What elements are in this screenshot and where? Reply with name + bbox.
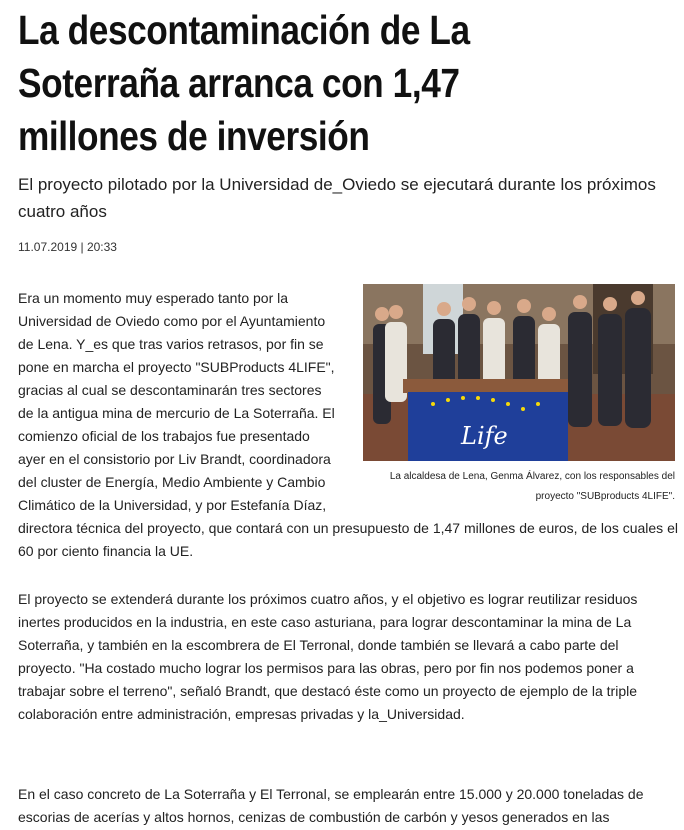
paragraph-line: Universidad de Oviedo como por el Ayuntamiento bbox=[18, 313, 326, 329]
paragraph-continuation: directora técnica del proyecto, que contará con un presupuesto de 1,47 millones de euros, de los cuales el 60 por ciento financia la UE. bbox=[18, 520, 678, 559]
article-headline: La descontaminación de La Soterraña arranca con 1,47 millones de inversión bbox=[18, 7, 470, 159]
paragraph-line: Climático de la Universidad, y por Estefanía Díaz, bbox=[18, 497, 327, 513]
paragraph-2: El proyecto se extenderá durante los próximos cuatro años, y el objetivo es lograr reutilizar residuos inertes producidos en la industria, en este caso asturiana, para lograr descontaminar la mina de La Soterraña, y también en la escombrera de El Terronal, donde también se llevará a cabo parte del proyecto. "Ha costado mucho lograr los permisos para las obras, pero por fin nos podemos poner a trabajar sobre el terreno", señaló Brandt, que destacó éste como un proyecto de ejemplo de la triple colaboración entre administración, empresas privadas y la_Universidad. bbox=[18, 591, 638, 722]
article-subtitle: El proyecto pilotado por la Universidad de_Oviedo se ejecutará durante los próximos cuatro años bbox=[18, 175, 656, 221]
paragraph-3: En el caso concreto de La Soterraña y El Terronal, se emplearán entre 15.000 y 20.000 toneladas de escorias de acerías y altos hornos, cenizas de combustión de carbón y yesos generados en las bbox=[18, 786, 644, 825]
caption-line: proyecto "SUBproducts 4LIFE". bbox=[535, 491, 675, 502]
paragraph-line: ayer en el consistorio por Liv Brandt, coordinadora bbox=[18, 451, 331, 467]
paragraph-line: gracias al cual se descontaminarán tres sectores bbox=[18, 382, 322, 398]
paragraph-line: de la antigua mina de mercurio de La Soterraña. El bbox=[18, 405, 335, 421]
paragraph-line: del cluster de Energía, Medio Ambiente y Cambio bbox=[18, 474, 326, 490]
paragraph-line: Era un momento muy esperado tanto por la bbox=[18, 290, 289, 306]
caption-line: La alcaldesa de Lena, Genma Álvarez, con los responsables del bbox=[389, 471, 675, 482]
paragraph-line: comienzo oficial de los trabajos fue presentado bbox=[18, 428, 310, 444]
publish-date: 11.07.2019 | 20:33 bbox=[18, 240, 117, 254]
life-banner-text: Life bbox=[461, 422, 508, 450]
paragraph-line: pone en marcha el proyecto "SUBProducts 4LIFE", bbox=[18, 359, 335, 375]
paragraph-1 bbox=[18, 287, 678, 563]
paragraph-line: de Lena. Y_es que tras varios retrasos, por fin se bbox=[18, 336, 324, 352]
